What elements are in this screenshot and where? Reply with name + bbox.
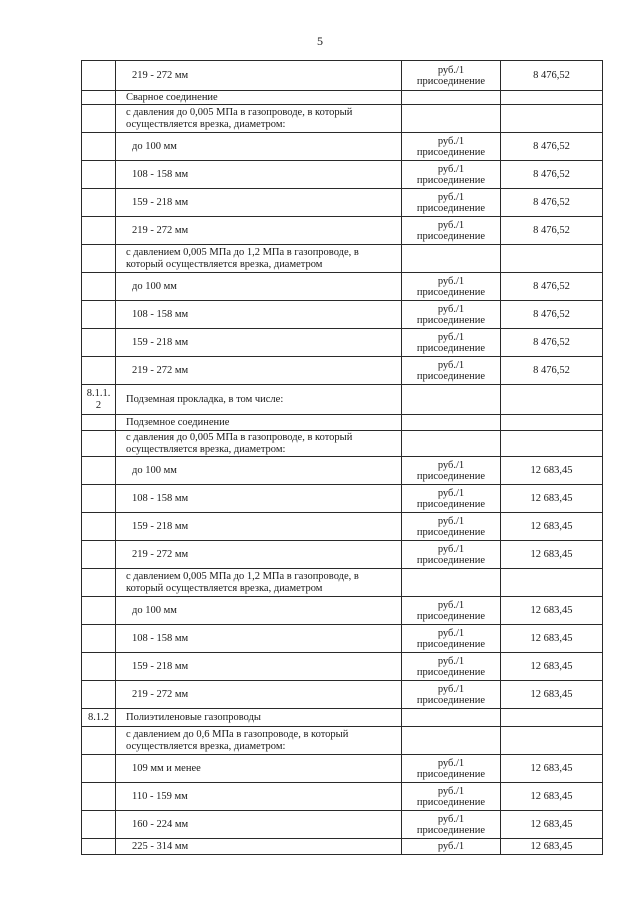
unit-cell [402,709,501,727]
unit-line-1: руб./1 [437,219,465,231]
table-row [82,709,603,727]
table-row [82,569,603,597]
table-row [82,245,603,273]
table-row [82,161,603,189]
price-cell: 12 683,45 [501,597,603,625]
item-number-cell [82,625,116,653]
unit-line-2: присоединение [416,146,486,158]
item-number-cell [82,91,116,105]
description-cell: 159 - 218 мм [116,189,402,217]
price-cell [501,727,603,755]
unit-line-2: присоединение [416,230,486,242]
unit-cell [402,485,501,513]
tariff-table-body [82,61,603,855]
price-cell: 12 683,45 [501,653,603,681]
unit-line-1: руб./1 [437,331,465,343]
table-row [82,811,603,839]
price-cell: 8 476,52 [501,61,603,91]
item-number-cell: 8.1.1. 2 [82,385,116,415]
unit-line-2: присоединение [416,370,486,382]
description-cell: 219 - 272 мм [116,541,402,569]
price-cell: 8 476,52 [501,133,603,161]
price-cell: 8 476,52 [501,273,603,301]
unit-cell [402,513,501,541]
price-cell [501,245,603,273]
item-number-cell [82,61,116,91]
description-cell: с давления до 0,005 МПа в газопроводе, в который осуществляется врезка, диаметром: [116,105,402,133]
unit-line-1: руб./1 [437,275,465,287]
item-number-cell [82,245,116,273]
item-number-cell [82,653,116,681]
description-cell: 219 - 272 мм [116,681,402,709]
unit-line-2: присоединение [416,314,486,326]
unit-line-1: руб./1 [437,163,465,175]
unit-line-2: присоединение [416,638,486,650]
description-cell: 160 - 224 мм [116,811,402,839]
description-cell: до 100 мм [116,597,402,625]
item-number-cell [82,105,116,133]
table-row [82,839,603,855]
unit-cell [402,91,501,105]
unit-cell [402,431,501,457]
item-number-cell [82,485,116,513]
description-cell: 219 - 272 мм [116,357,402,385]
item-number-cell [82,133,116,161]
description-cell: 225 - 314 мм [116,839,402,855]
table-row [82,727,603,755]
table-row [82,273,603,301]
item-number-cell: 8.1.2 [82,709,116,727]
price-cell [501,431,603,457]
unit-cell [402,569,501,597]
price-cell: 12 683,45 [501,755,603,783]
description-cell: 108 - 158 мм [116,161,402,189]
price-cell: 12 683,45 [501,783,603,811]
unit-line-1: руб./1 [437,627,465,639]
description-cell: до 100 мм [116,273,402,301]
unit-line-1: руб./1 [437,459,465,471]
description-cell: Подземное соединение [116,415,402,431]
unit-line-1: руб./1 [437,813,465,825]
description-cell: с давлением до 0,6 МПа в газопроводе, в который осуществляется врезка, диаметром: [116,727,402,755]
tariff-table [81,60,603,855]
price-cell: 8 476,52 [501,329,603,357]
description-cell: до 100 мм [116,457,402,485]
table-row [82,301,603,329]
unit-cell [402,653,501,681]
price-cell: 8 476,52 [501,161,603,189]
item-number-cell [82,783,116,811]
unit-line-2: присоединение [416,526,486,538]
price-cell: 12 683,45 [501,541,603,569]
unit-cell [402,217,501,245]
table-row [82,105,603,133]
description-cell: 219 - 272 мм [116,61,402,91]
description-cell: 159 - 218 мм [116,513,402,541]
item-number-cell [82,357,116,385]
price-cell [501,569,603,597]
description-cell: с давлением 0,005 МПа до 1,2 МПа в газопроводе, в который осуществляется врезка, диаметром [116,569,402,597]
item-number-cell [82,189,116,217]
item-number-cell [82,161,116,189]
price-cell: 8 476,52 [501,217,603,245]
unit-cell [402,755,501,783]
item-number-cell [82,217,116,245]
table-row [82,357,603,385]
unit-cell [402,245,501,273]
unit-line-2: присоединение [416,666,486,678]
unit-line-1: руб./1 [437,599,465,611]
price-cell [501,709,603,727]
description-cell: 219 - 272 мм [116,217,402,245]
item-number-cell [82,541,116,569]
description-cell: с давления до 0,005 МПа в газопроводе, в который осуществляется врезка, диаметром: [116,431,402,457]
description-cell: 108 - 158 мм [116,301,402,329]
item-number-cell [82,839,116,855]
description-cell: Сварное соединение [116,91,402,105]
unit-line-1: руб./1 [437,359,465,371]
price-cell [501,91,603,105]
table-row [82,431,603,457]
description-cell: 108 - 158 мм [116,625,402,653]
unit-line-2: присоединение [416,824,486,836]
price-cell: 12 683,45 [501,811,603,839]
description-cell: 159 - 218 мм [116,653,402,681]
unit-line-1: руб./1 [437,757,465,769]
unit-line-1: руб./1 [437,515,465,527]
description-cell: до 100 мм [116,133,402,161]
unit-line-2: присоединение [416,75,486,87]
item-number-cell [82,727,116,755]
table-row [82,513,603,541]
table-row [82,625,603,653]
description-cell: Подземная прокладка, в том числе: [116,385,402,415]
unit-cell [402,273,501,301]
unit-cell [402,597,501,625]
unit-line-2: присоединение [416,610,486,622]
table-row [82,597,603,625]
unit-line-2: присоединение [416,286,486,298]
price-cell: 8 476,52 [501,189,603,217]
unit-cell [402,133,501,161]
unit-cell [402,105,501,133]
table-row [82,189,603,217]
unit-cell [402,385,501,415]
unit-line-1: руб./1 [437,191,465,203]
unit-line-2: присоединение [416,174,486,186]
price-cell: 12 683,45 [501,457,603,485]
item-number-cell [82,755,116,783]
table-row [82,133,603,161]
unit-cell [402,541,501,569]
unit-cell [402,61,501,91]
item-number-cell [82,415,116,431]
price-cell: 12 683,45 [501,625,603,653]
table-row [82,329,603,357]
table-row [82,61,603,91]
unit-cell [402,161,501,189]
table-row [82,653,603,681]
unit-line-1: руб./1 [437,135,465,147]
unit-line-2: присоединение [416,796,486,808]
item-number-cell [82,301,116,329]
unit-cell [402,727,501,755]
unit-cell [402,625,501,653]
item-number-cell [82,457,116,485]
unit-cell [402,811,501,839]
table-row [82,385,603,415]
item-number-cell [82,811,116,839]
description-cell: Полиэтиленовые газопроводы [116,709,402,727]
unit-line-2: присоединение [416,498,486,510]
table-row [82,485,603,513]
price-cell: 12 683,45 [501,839,603,855]
table-row [82,681,603,709]
table-row [82,91,603,105]
item-number-cell [82,329,116,357]
unit-cell [402,681,501,709]
table-row [82,783,603,811]
unit-cell [402,329,501,357]
unit-line-1: руб./1 [437,683,465,695]
unit-cell [402,189,501,217]
unit-cell [402,457,501,485]
price-cell [501,385,603,415]
unit-line-1: руб./1 [437,487,465,499]
unit-line-1: руб./1 [437,64,465,76]
unit-line-2: присоединение [416,554,486,566]
item-number-cell [82,431,116,457]
unit-line-2: присоединение [416,202,486,214]
price-cell [501,415,603,431]
table-row [82,415,603,431]
item-number-cell [82,513,116,541]
description-cell: 110 - 159 мм [116,783,402,811]
unit-line-1: руб./1 [437,655,465,667]
unit-line-1: руб./1 [437,785,465,797]
unit-cell [402,301,501,329]
table-row [82,217,603,245]
unit-line-2: присоединение [416,768,486,780]
description-cell: с давлением 0,005 МПа до 1,2 МПа в газопроводе, в который осуществляется врезка, диаметром [116,245,402,273]
unit-line-2: присоединение [416,342,486,354]
unit-line-2: присоединение [416,470,486,482]
table-row [82,541,603,569]
price-cell [501,105,603,133]
unit-line-1: руб./1 [437,841,465,852]
unit-cell [402,783,501,811]
unit-line-2: присоединение [416,694,486,706]
item-number-cell [82,597,116,625]
unit-line-1: руб./1 [437,543,465,555]
table-row [82,755,603,783]
price-cell: 12 683,45 [501,513,603,541]
price-cell: 8 476,52 [501,301,603,329]
item-number-cell [82,681,116,709]
description-cell: 109 мм и менее [116,755,402,783]
table-row [82,457,603,485]
unit-cell [402,415,501,431]
item-number-cell [82,569,116,597]
unit-cell [402,839,501,855]
unit-line-1: руб./1 [437,303,465,315]
unit-cell [402,357,501,385]
price-cell: 12 683,45 [501,681,603,709]
description-cell: 108 - 158 мм [116,485,402,513]
page-number: 5 [317,34,323,48]
item-number-cell [82,273,116,301]
description-cell: 159 - 218 мм [116,329,402,357]
price-cell: 8 476,52 [501,357,603,385]
price-cell: 12 683,45 [501,485,603,513]
